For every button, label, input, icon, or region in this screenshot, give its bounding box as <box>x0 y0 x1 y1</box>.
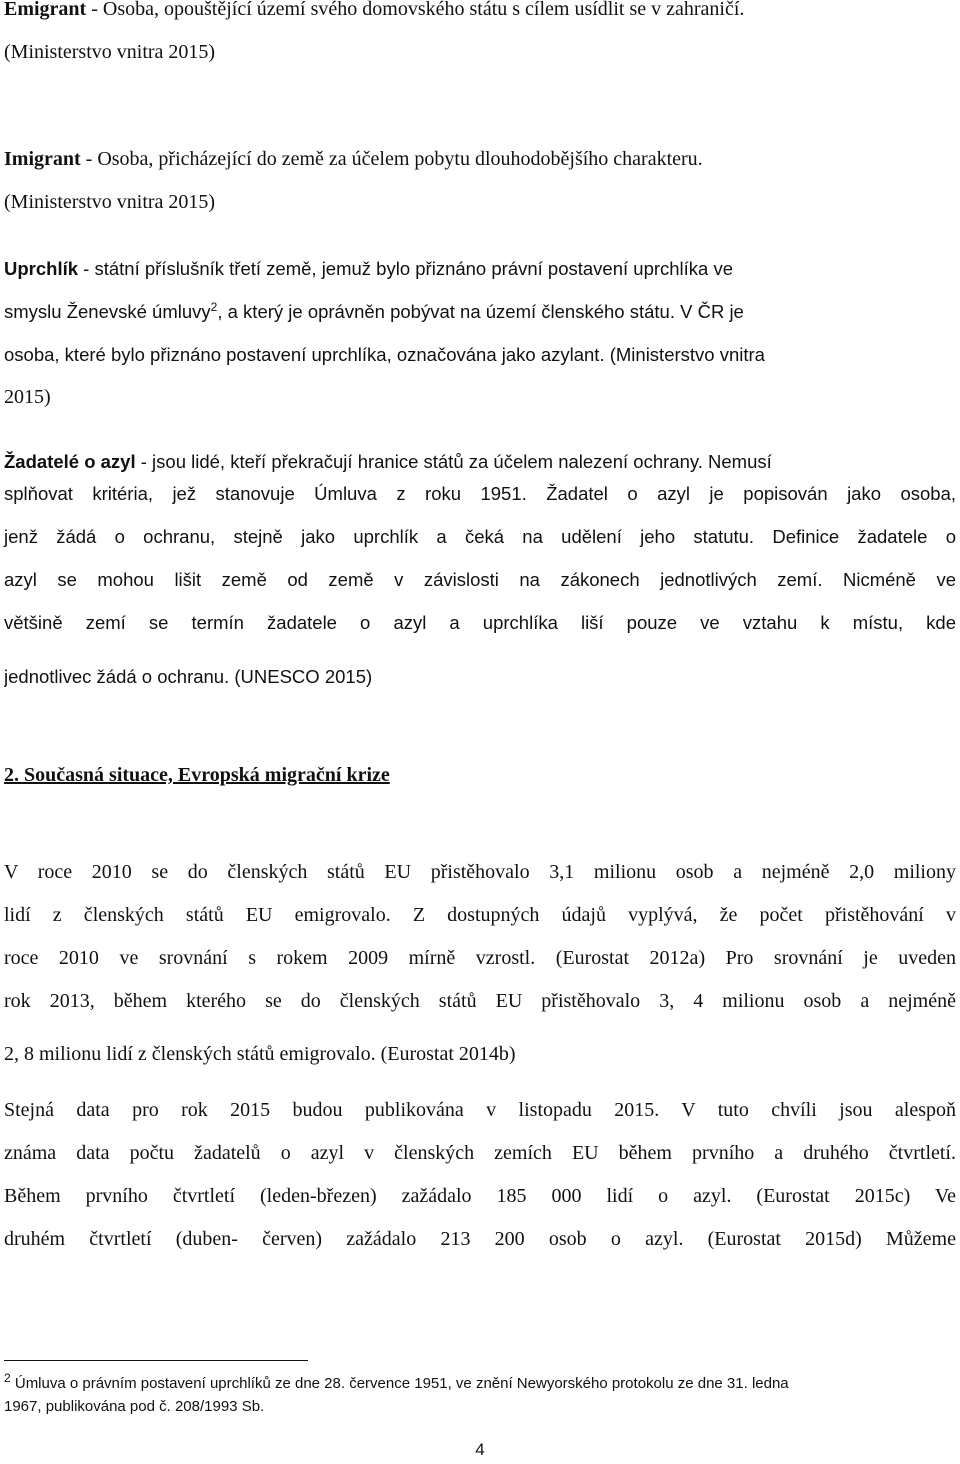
term-imigrant: Imigrant <box>4 148 81 170</box>
paragraph-1: V roce 2010 se do členských států EU přistěhovalo 3,1 milionu osob a nejméně 2,0 miliony lidí z členských států EU emigrovalo. Z dostupných údajů vyplývá, že počet přistěhování v roce 2010 ve srovnání s rokem 2009 mírně vzrostl. (Eurostat 2012a) Pro srovnání je uveden rok 2013, během kterého se do členských států EU přistěhovalo 3, 4 milionu osob a nejméně 2, 8 milionu lidí z členských států emigrovalo. (Eurostat 2014b) <box>4 861 956 1065</box>
section-heading: 2. Současná situace, Evropská migrační krize <box>4 764 390 786</box>
definition-zadatele: Žadatelé o azyl - jsou lidé, kteří překračují hranice států za účelem nalezení ochrany. Nemusí splňovat kritéria, jež stanovuje Úmluva z roku 1951. Žadatel o azyl je popisován jako osoba, jenž žádá o ochranu, stejně jako uprchlík a čeká na udělení jeho statutu. Definice žadatele o azyl se mohou lišit země od země v závislosti na zákonech jednotlivých zemí. Nicméně ve většině zemí se termín žadatele o azyl a uprchlíka liší pouze ve vztahu k místu, kde jednotlivec žádá o ochranu. (UNESCO 2015) <box>4 451 956 687</box>
footnote-divider <box>4 1360 308 1361</box>
footnote: $^2$ Úmluva o právním postavení uprchlíků ze dne 28. července 1951, ve znění Newyorského protokolu ze dne 31. ledna 1967, publikována pod č. 208/1993 Sb. <box>4 1371 789 1415</box>
footnote-mark: 2 <box>4 1371 11 1385</box>
definition-emigrant: Emigrant - Osoba, opouštějící území svého domovského státu s cílem usídlit se v zahraničí. (Ministerstvo vnitra 2015) <box>4 0 745 63</box>
paragraph-2: Stejná data pro rok 2015 budou publikována v listopadu 2015. V tuto chvíli jsou alespoň známa data počtu žadatelů o azyl v členských zemích EU během prvního a druhého čtvrtletí. Během prvního čtvrtletí (leden-březen) zažádalo 185 000 lidí o azyl. (Eurostat 2015c) Ve druhém čtvrtletí (duben- červen) zažádalo 213 200 osob o azyl. (Eurostat 2015d) Můžeme <box>4 1099 956 1250</box>
definition-imigrant: Imigrant - Osoba, přicházející do země za účelem pobytu dlouhodobějšího charakteru. (Ministerstvo vnitra 2015) <box>4 148 703 213</box>
term-zadatele: Žadatelé o azyl <box>4 451 136 472</box>
term-emigrant: Emigrant <box>4 0 87 20</box>
footnote-ref: 2 <box>210 299 218 314</box>
term-uprchlik: Uprchlík <box>4 258 79 279</box>
definition-uprchlik: Uprchlík - státní příslušník třetí země, jemuž bylo přiznáno právní postavení uprchlíka ve smyslu Ženevské úmluvy$^2$, a který je oprávněn pobývat na území členského státu. V ČR je osoba, které bylo přiznáno postavení uprchlíka, označována jako azylant. (Ministerstvo vnitra 2015) <box>4 258 765 408</box>
page-number: 4 <box>475 1440 485 1459</box>
